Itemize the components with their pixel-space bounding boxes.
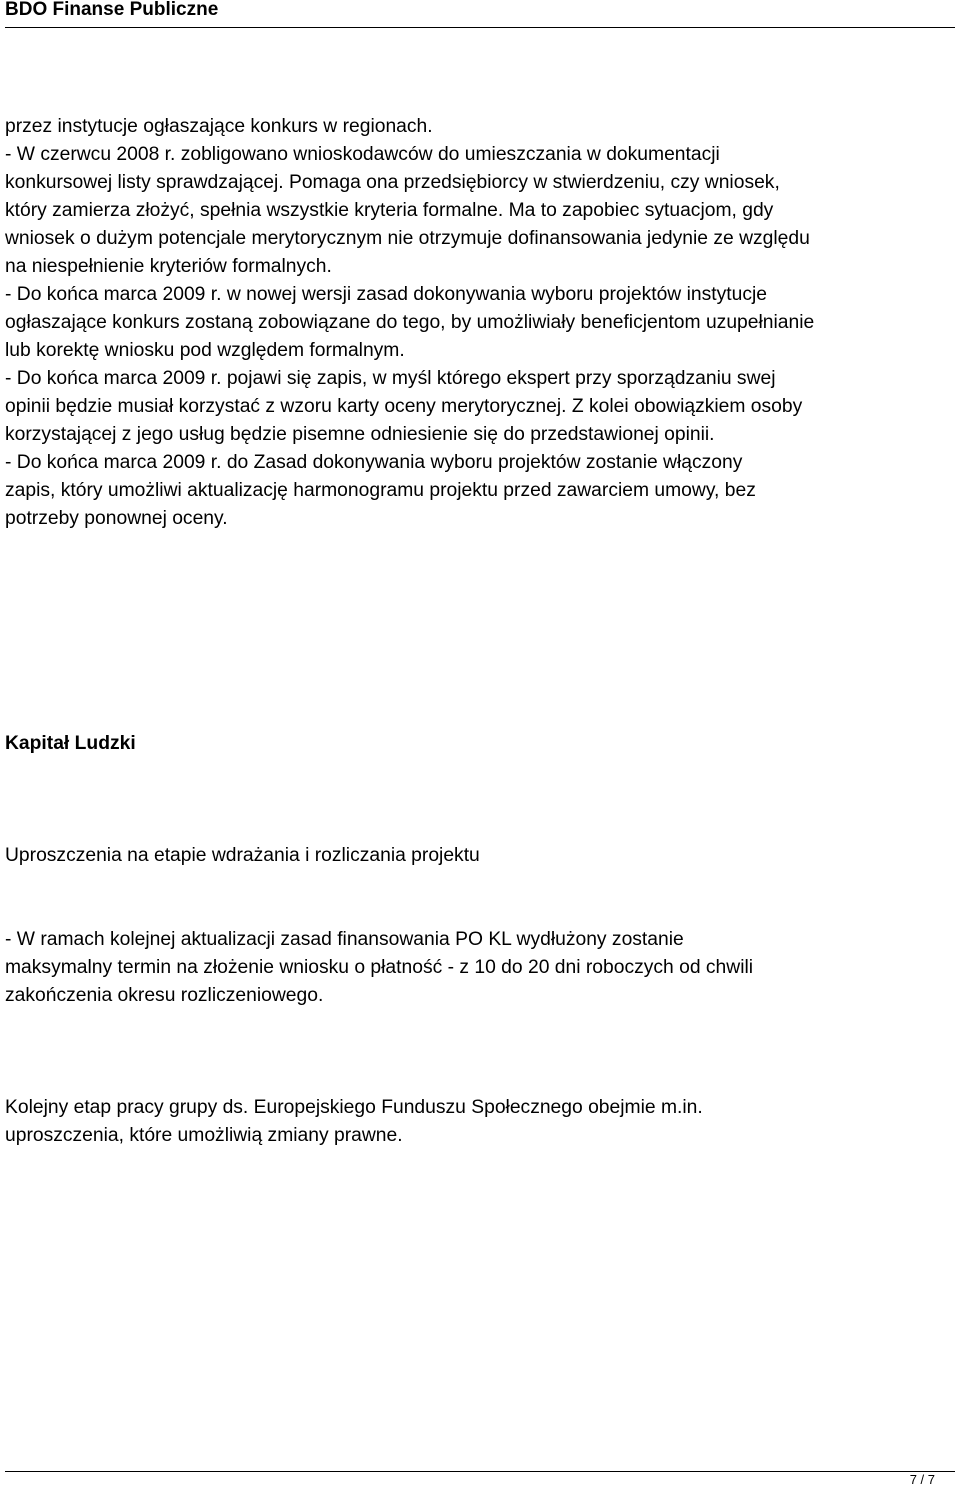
subsection-title: Uproszczenia na etapie wdrażania i rozliczania projektu [5,845,480,866]
header-title: BDO Finanse Publiczne [5,0,219,20]
text-line: - W czerwcu 2008 r. zobligowano wnioskodawców do umieszczania w dokumentacji [5,144,720,165]
page-number: 7 / 7 [909,1472,935,1487]
page-header [5,0,955,28]
closing-paragraph [5,1094,960,1150]
text-line: który zamierza złożyć, spełnia wszystkie kryteria formalne. Ma to zapobiec sytuacjom, gdy [5,200,774,221]
text-line: korzystającej z jego usług będzie pisemne odniesienie się do przedstawionej opinii. [5,424,715,445]
section-title: Kapitał Ludzki [5,733,136,754]
bullet-paragraph [5,926,960,1010]
text-line: na niespełnienie kryteriów formalnych. [5,256,332,277]
text-line: maksymalny termin na złożenie wniosku o płatność - z 10 do 20 dni roboczych od chwili [5,957,754,978]
text-line: potrzeby ponownej oceny. [5,508,228,529]
text-line: - W ramach kolejnej aktualizacji zasad finansowania PO KL wydłużony zostanie [5,929,684,950]
text-line: uproszczenia, które umożliwią zmiany prawne. [5,1125,403,1146]
text-line: zakończenia okresu rozliczeniowego. [5,985,324,1006]
text-line: - Do końca marca 2009 r. do Zasad dokonywania wyboru projektów zostanie włączony [5,452,743,473]
text-line: przez instytucje ogłaszające konkurs w regionach. [5,116,433,137]
text-line: - Do końca marca 2009 r. w nowej wersji zasad dokonywania wyboru projektów instytucje [5,284,767,305]
text-line: - Do końca marca 2009 r. pojawi się zapis, w myśl którego ekspert przy sporządzaniu swej [5,368,776,389]
text-line: zapis, który umożliwi aktualizację harmonogramu projektu przed zawarciem umowy, bez [5,480,756,501]
text-line: opinii będzie musiał korzystać z wzoru karty oceny merytorycznej. Z kolei obowiązkiem osoby [5,396,803,417]
continuation-text [5,113,960,533]
text-line: ogłaszające konkurs zostaną zobowiązane do tego, by umożliwiały beneficjentom uzupełnianie [5,312,815,333]
text-line: lub korektę wniosku pod względem formalnym. [5,340,405,361]
footer-divider [5,1471,955,1472]
text-line: wniosek o dużym potencjale merytorycznym nie otrzymuje dofinansowania jedynie ze względu [5,228,810,249]
text-line: konkursowej listy sprawdzającej. Pomaga ona przedsiębiorcy w stwierdzeniu, czy wniosek, [5,172,780,193]
text-line: Kolejny etap pracy grupy ds. Europejskiego Funduszu Społecznego obejmie m.in. [5,1097,703,1118]
